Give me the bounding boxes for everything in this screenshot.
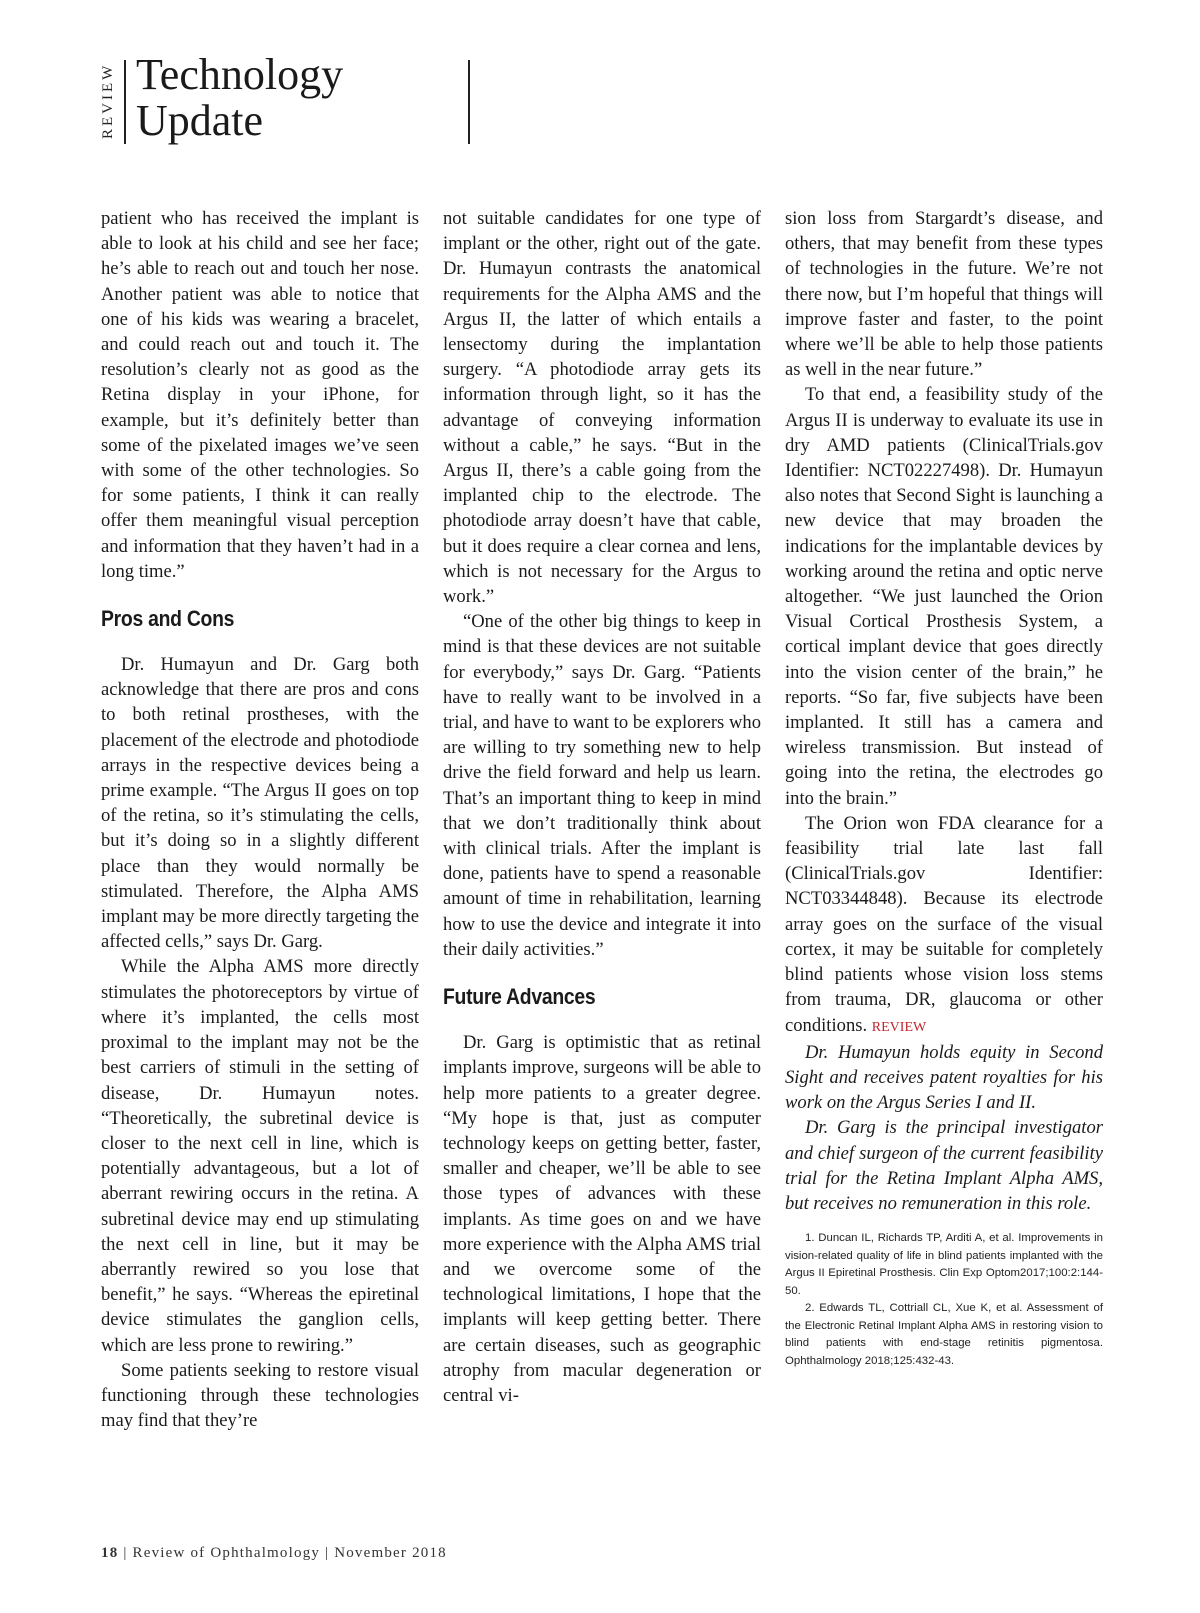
paragraph: Dr. Humayun and Dr. Garg both acknowledge that there are pros and cons to both retinal prostheses, with the placement of the electrode and photodiode arrays in the respective devices being a prime example. “The Argus II goes on top of the retina, so it’s stimulating the cells, but it’s doing so in a slightly different place than they would normally be stimulated. Therefore, the Alpha AMS implant may be more directly targeting the affected cells,” says Dr. Garg. <box>101 654 419 953</box>
paragraph: sion loss from Stargardt’s disease, and others, that may benefit from these types of technologies in the future. We’re not there now, but I’m hopeful that things will improve faster and faster, to the point where we’ll be able to help those patients as well in the near future.” <box>785 208 1103 381</box>
page-number: 18 <box>101 1545 119 1561</box>
paragraph-text: The Orion won FDA clearance for a feasibility trial late last fall (ClinicalTrials.gov Identifier: NCT03344848). Because its electrode array goes on the surface of the visual cortex, it may be suitable for completely blind patients whose vision loss stems from trauma, DR, glaucoma or other conditions. <box>785 812 1103 1036</box>
reference-item: 2. Edwards TL, Cottriall CL, Xue K, et al. Assessment of the Electronic Retinal Implant Alpha AMS in restoring vision to blind patients with end-stage retinitis pigmentosa. Ophthalmology 2018;125:432-43. <box>785 1302 1103 1367</box>
section-title <box>136 52 343 144</box>
paragraph: “One of the other big things to keep in mind is that these devices are not suitable for everybody,” says Dr. Garg. “Patients have to really want to be involved in a trial, and have to want to be explorers who are willing to try something new to help drive the field forward and help us learn. That’s an important thing to keep in mind that we don’t traditionally think about with clinical trials. After the implant is done, patients have to spend a reasonable amount of time in rehabilitation, learning how to use the device and integrate it into their daily activities.” <box>443 611 761 960</box>
heading-pros-and-cons: Pros and Cons <box>101 606 235 632</box>
references <box>785 1230 1103 1370</box>
reference-item: 1. Duncan IL, Richards TP, Arditi A, et al. Improvements in vision-related quality of life in blind patients implanted with the Argus II Epiretinal Prosthesis. Clin Exp Optom2017;100:2:144-50. <box>785 1232 1103 1297</box>
paragraph: patient who has received the implant is able to look at his child and see her face; he’s able to reach out and touch her nose. Another patient was able to notice that one of his kids was wearing a bracelet, and could reach out and touch it. The resolution’s clearly not as good as the Retina display in your iPhone, for example, but it’s definitely better than some of the pixelated images we’ve seen with some of the other technologies. So for some patients, I think it can really offer them meaningful visual perception and information that they haven’t had in a long time.” <box>101 208 419 582</box>
paragraph: Some patients seeking to restore visual functioning through these technologies may find that they’re <box>101 1359 419 1432</box>
issue-date: November 2018 <box>334 1545 447 1561</box>
section-title-line2: Update <box>136 96 264 145</box>
paragraph: While the Alpha AMS more directly stimulates the photoreceptors by virtue of where it’s implanted, the cells most proximal to the implant may not be the best carriers of stimuli in the setting of disease, Dr. Humayun notes. “Theoretically, the subretinal device is closer to the next cell in line, which is potentially advantageous, but a lot of aberrant rewiring occurs in the retina. A subretinal device may end up stimulating the next cell in line, but it may be aberrantly rewired so you lose that benefit,” he says. “Whereas the epiretinal device stimulates the ganglion cells, which are less prone to rewiring.” <box>101 956 419 1356</box>
disclosure-humayun: Dr. Humayun holds equity in Second Sight and receives patent royalties for his work on the Argus Series I and II. <box>785 1041 1103 1114</box>
paragraph: not suitable candidates for one type of implant or the other, right out of the gate. Dr. Humayun contrasts the anatomical requirements for the Alpha AMS and the Argus II, the latter of which entails a lensectomy during the implantation surgery. “A photodiode array gets its information through light, so it has the advantage of conveying information without a cable,” he says. “But in the Argus II, there’s a cable going from the implanted chip to the electrode. The photodiode array doesn’t have that cable, but it does require a clear cornea and lens, which is not necessary for the Argus to work.” <box>443 208 761 608</box>
paragraph: To that end, a feasibility study of the Argus II is underway to evaluate its use in dry AMD patients (ClinicalTrials.gov Identifier: NCT02227498). Dr. Humayun also notes that Second Sight is launching a new device that may broaden the indications for the implantable devices by working around the retina and optic nerve altogether. “We just launched the Orion Visual Cortical Prosthesis System, a cortical implant device that goes directly into the vision center of the brain,” he reports. “So far, five subjects have been implanted. It still has a camera and wireless transmission. But instead of going into the retina, the electrodes go into the brain.” <box>785 384 1103 809</box>
footer-separator: | <box>320 1545 335 1561</box>
heading-future-advances: Future Advances <box>443 984 596 1010</box>
footer-separator: | <box>118 1545 133 1561</box>
disclosure-garg: Dr. Garg is the principal investigator and chief surgeon of the current feasibility trial for the Retina Implant Alpha AMS, but receives no remuneration in this role. <box>785 1117 1103 1214</box>
paragraph-final <box>785 811 1103 1040</box>
article-column-2 <box>443 206 761 1408</box>
end-mark: REVIEW <box>871 1019 927 1035</box>
masthead-kicker: REVIEW <box>100 62 116 140</box>
masthead-rule-right <box>468 60 470 144</box>
paragraph: Dr. Garg is optimistic that as retinal implants improve, surgeons will be able to help more patients to a greater degree. “My hope is that, just as computer technology keeps on getting better, faster, smaller and cheaper, we’ll be able to see those types of advances with these implants. As time goes on and we have more experience with the Alpha AMS trial and we overcome some of the technological limitations, I hope that the implants will keep getting better. There are certain diseases, such as geographic atrophy from macular degeneration or central vi- <box>443 1032 761 1406</box>
publication-name: Review of Ophthalmology <box>132 1545 321 1561</box>
masthead-rule-left <box>124 60 126 144</box>
article-column-1 <box>101 206 419 1433</box>
page-footer <box>101 1545 447 1562</box>
section-title-line1: Technology <box>136 50 344 99</box>
article-column-3 <box>785 206 1103 1370</box>
